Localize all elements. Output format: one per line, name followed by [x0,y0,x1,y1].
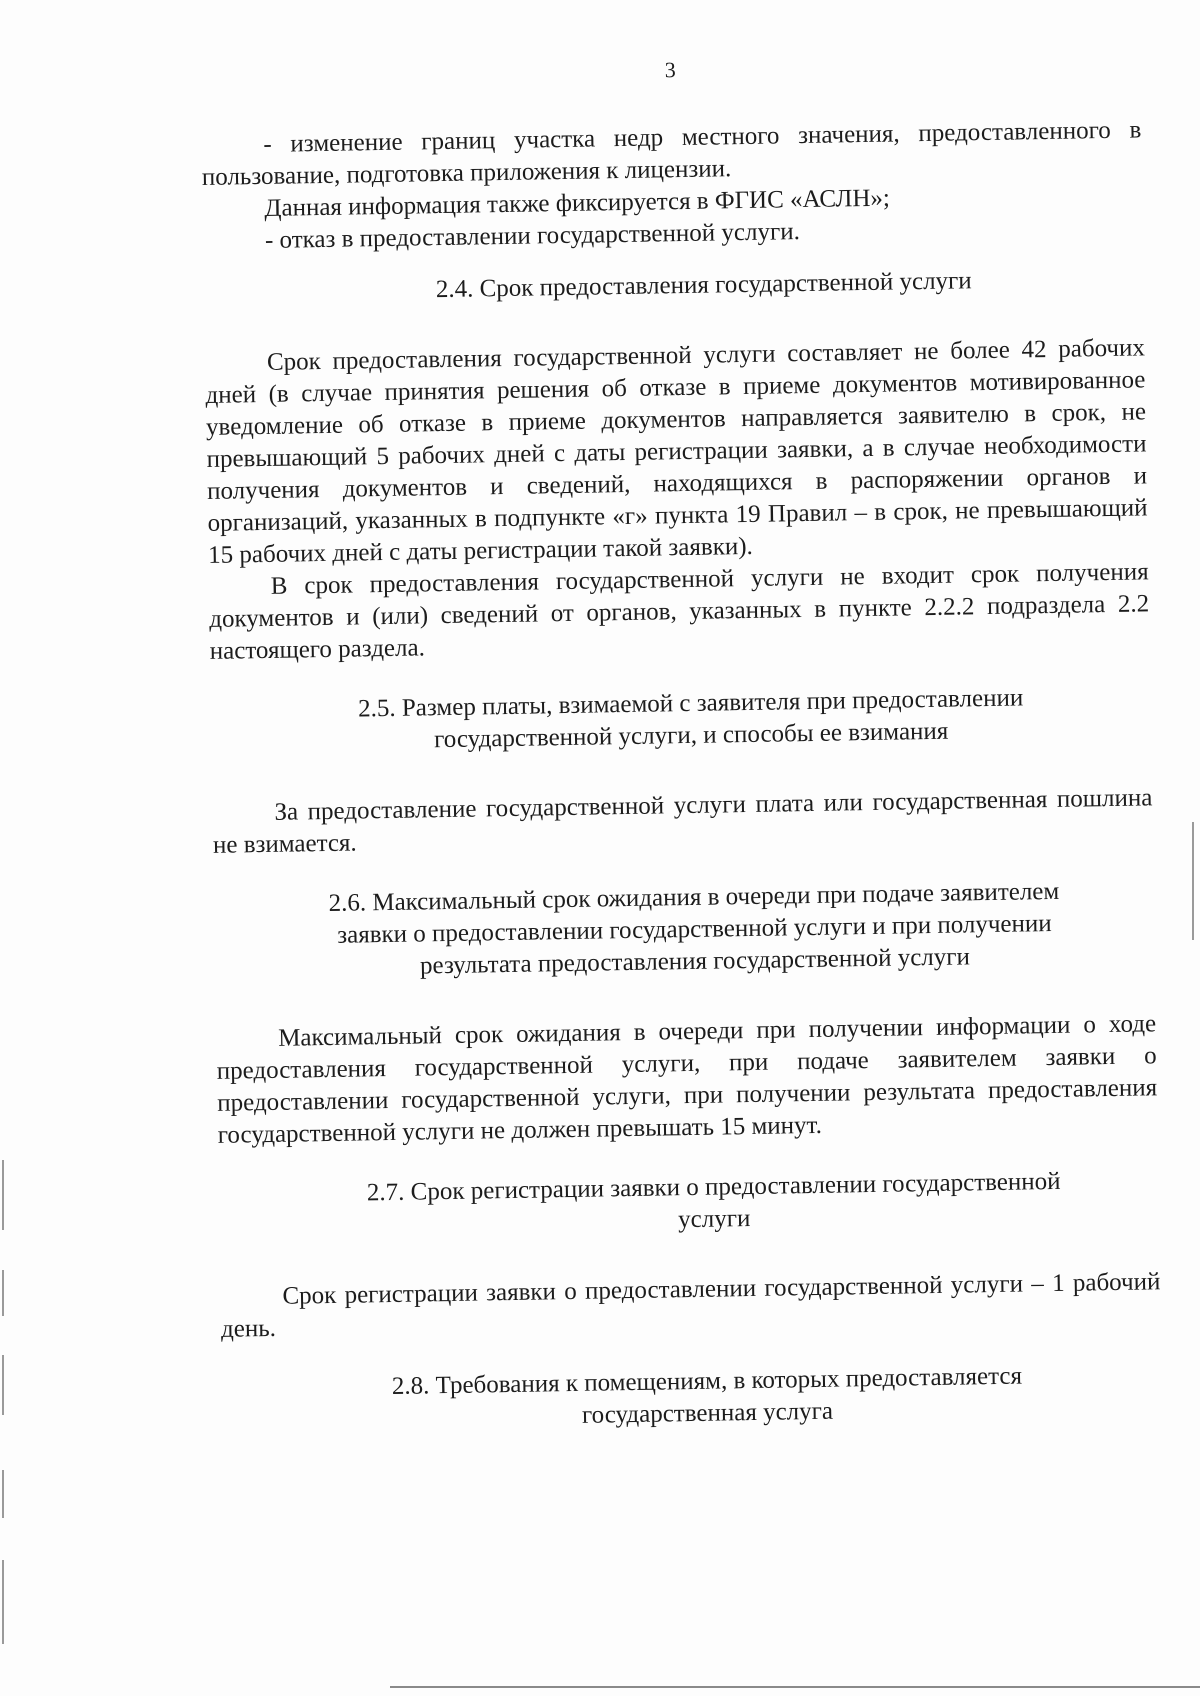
section-2-4-paragraph-2: В срок предоставления государственной услуги не входит срок получения документов и (или) сведений от органов, указанных в пункте 2.2.2 подраздела 2.2 настоящего раздела. [209,558,1150,665]
fgis-note: Данная информация также фиксируется в ФГИС «АСЛН»; [264,184,891,222]
scan-artifact-left-5 [2,1560,4,1644]
section-heading-2-6: 2.6. Максимальный срок ожидания в очереди при подаче заявителем заявки о предоставлении государственной услуги и при получении результата предоставления государственной услуги [328,877,1060,980]
section-2-5-paragraph-1: За предоставление государственной услуги плата или государственная пошлина не взимается. [212,784,1153,859]
section-heading-2-7: 2.7. Срок регистрации заявки о предоставлении государственной услуги [366,1167,1061,1234]
page-number: 3 [664,57,676,83]
scan-artifact-right [1192,822,1194,940]
document-body [200,46,1163,1437]
section-heading-2-8: 2.8. Требования к помещениям, в которых предоставляется государственная услуга [391,1362,1023,1429]
scan-artifact-left-2 [2,1270,4,1316]
list-item-refusal: - отказ в предоставлении государственной услуги. [264,218,801,254]
list-item-boundaries: - изменение границ участка недр местного значения, предоставленного в пользование, подготовка приложения к лицензии. [201,116,1142,191]
scan-artifact-left-1 [2,1160,4,1230]
scan-artifact-left-4 [2,1470,4,1518]
scan-artifact-left-3 [2,1355,4,1415]
section-2-4-paragraph-1: Срок предоставления государственной услуги составляет не более 42 рабочих дней (в случае принятия решения об отказе в приеме документов мотивированное уведомление об отказе в приеме документов направляется заявителю в срок, не превышающий 5 рабочих дней с даты регистрации заявки, а в случае необходимости получения документов и сведений, находящихся в распоряжении органов и организаций, указанных в подпункте «г» пункта 19 Правил – в срок, не превышающий 15 рабочих дней с даты регистрации такой заявки). [205,334,1148,569]
section-2-6-paragraph-1: Максимальный срок ожидания в очереди при получении информации о ходе предоставления государственной услуги, при подаче заявителем заявки о предоставлении государственной услуги, при получении результата предоставления государственной услуги не должен превышать 15 минут. [216,1010,1158,1149]
section-heading-2-4: 2.4. Срок предоставления государственной услуги [435,267,972,304]
scan-bottom-edge [390,1686,1200,1688]
section-2-7-paragraph-1: Срок регистрации заявки о предоставлении государственной услуги – 1 рабочий день. [220,1268,1161,1343]
section-heading-2-5: 2.5. Размер платы, взимаемой с заявителя при предоставлении государственной услуги, и способы ее взимания [357,684,1024,754]
